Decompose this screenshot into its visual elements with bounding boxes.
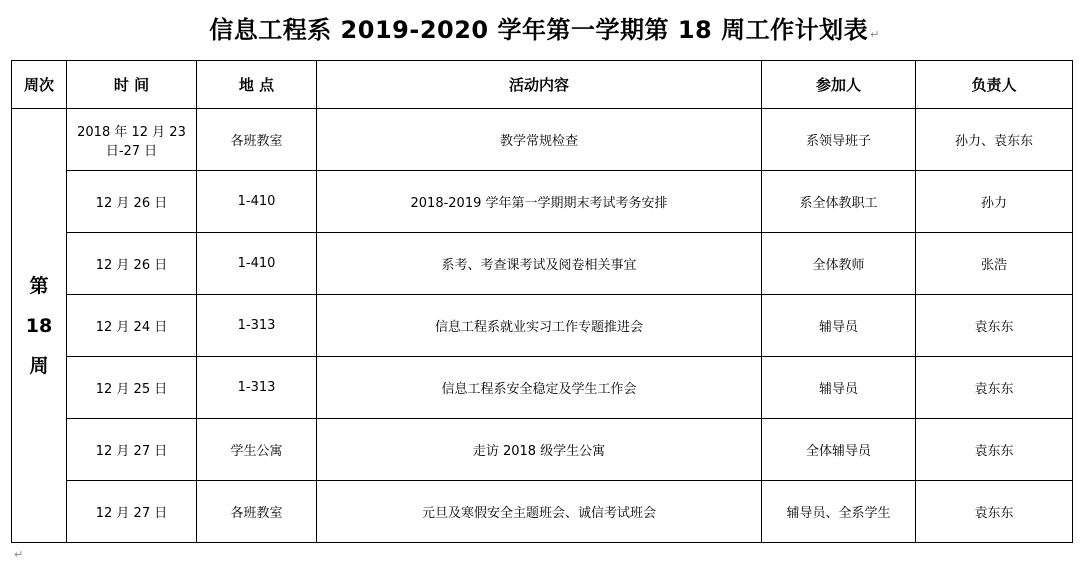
paragraph-mark-icon: ↵ bbox=[870, 28, 880, 41]
cell-participants: 系领导班子 bbox=[762, 109, 916, 171]
table-row bbox=[12, 171, 1073, 233]
table-row bbox=[12, 481, 1073, 543]
cell-responsible: 袁东东 bbox=[916, 481, 1073, 543]
cell-time: 12 月 25 日 bbox=[67, 357, 197, 419]
cell-content: 元旦及寒假安全主题班会、诚信考试班会 bbox=[317, 481, 762, 543]
table-row bbox=[12, 295, 1073, 357]
cell-place: 学生公寓 bbox=[197, 419, 317, 481]
table-row bbox=[12, 419, 1073, 481]
cell-participants: 全体教师 bbox=[762, 233, 916, 295]
cell-content: 走访 2018 级学生公寓 bbox=[317, 419, 762, 481]
header-content: 活动内容 bbox=[317, 61, 762, 109]
cell-place: 1-410 bbox=[197, 233, 317, 295]
header-place: 地 点 bbox=[197, 61, 317, 109]
cell-responsible: 袁东东 bbox=[916, 295, 1073, 357]
cell-time: 12 月 24 日 bbox=[67, 295, 197, 357]
cell-participants: 辅导员 bbox=[762, 295, 916, 357]
cell-place: 1-410 bbox=[197, 171, 317, 233]
week-label-line1: 第 bbox=[29, 274, 49, 297]
cell-place: 1-313 bbox=[197, 295, 317, 357]
week-label-line3: 周 bbox=[29, 354, 49, 377]
cell-place: 1-313 bbox=[197, 357, 317, 419]
cell-responsible: 袁东东 bbox=[916, 357, 1073, 419]
cell-responsible: 孙力 bbox=[916, 171, 1073, 233]
cell-place: 各班教室 bbox=[197, 481, 317, 543]
table-header-row bbox=[12, 61, 1073, 109]
cell-participants: 辅导员 bbox=[762, 357, 916, 419]
cell-time: 2018 年 12 月 23 日-27 日 bbox=[67, 109, 197, 171]
document-title bbox=[0, 10, 1089, 45]
cell-time: 12 月 27 日 bbox=[67, 419, 197, 481]
cell-time: 12 月 26 日 bbox=[67, 233, 197, 295]
paragraph-mark-icon: ↵ bbox=[14, 548, 24, 561]
cell-responsible: 孙力、袁东东 bbox=[916, 109, 1073, 171]
cell-content: 教学常规检查 bbox=[317, 109, 762, 171]
table-row bbox=[12, 233, 1073, 295]
cell-content: 信息工程系就业实习工作专题推进会 bbox=[317, 295, 762, 357]
cell-participants: 系全体教职工 bbox=[762, 171, 916, 233]
cell-time: 12 月 27 日 bbox=[67, 481, 197, 543]
cell-time: 12 月 26 日 bbox=[67, 171, 197, 233]
cell-content: 系考、考查课考试及阅卷相关事宜 bbox=[317, 233, 762, 295]
document-title-text: 信息工程系 2019-2020 学年第一学期第 18 周工作计划表 bbox=[209, 16, 869, 44]
header-week: 周次 bbox=[12, 61, 67, 109]
cell-participants: 全体辅导员 bbox=[762, 419, 916, 481]
cell-responsible: 袁东东 bbox=[916, 419, 1073, 481]
cell-place: 各班教室 bbox=[197, 109, 317, 171]
week-cell bbox=[12, 109, 67, 543]
header-time: 时 间 bbox=[67, 61, 197, 109]
week-label-line2: 18 bbox=[25, 314, 53, 337]
work-plan-table bbox=[11, 60, 1073, 543]
cell-responsible: 张浩 bbox=[916, 233, 1073, 295]
table-row bbox=[12, 109, 1073, 171]
cell-content: 2018-2019 学年第一学期期末考试考务安排 bbox=[317, 171, 762, 233]
table-row bbox=[12, 357, 1073, 419]
cell-content: 信息工程系安全稳定及学生工作会 bbox=[317, 357, 762, 419]
header-participants: 参加人 bbox=[762, 61, 916, 109]
header-responsible: 负责人 bbox=[916, 61, 1073, 109]
cell-participants: 辅导员、全系学生 bbox=[762, 481, 916, 543]
